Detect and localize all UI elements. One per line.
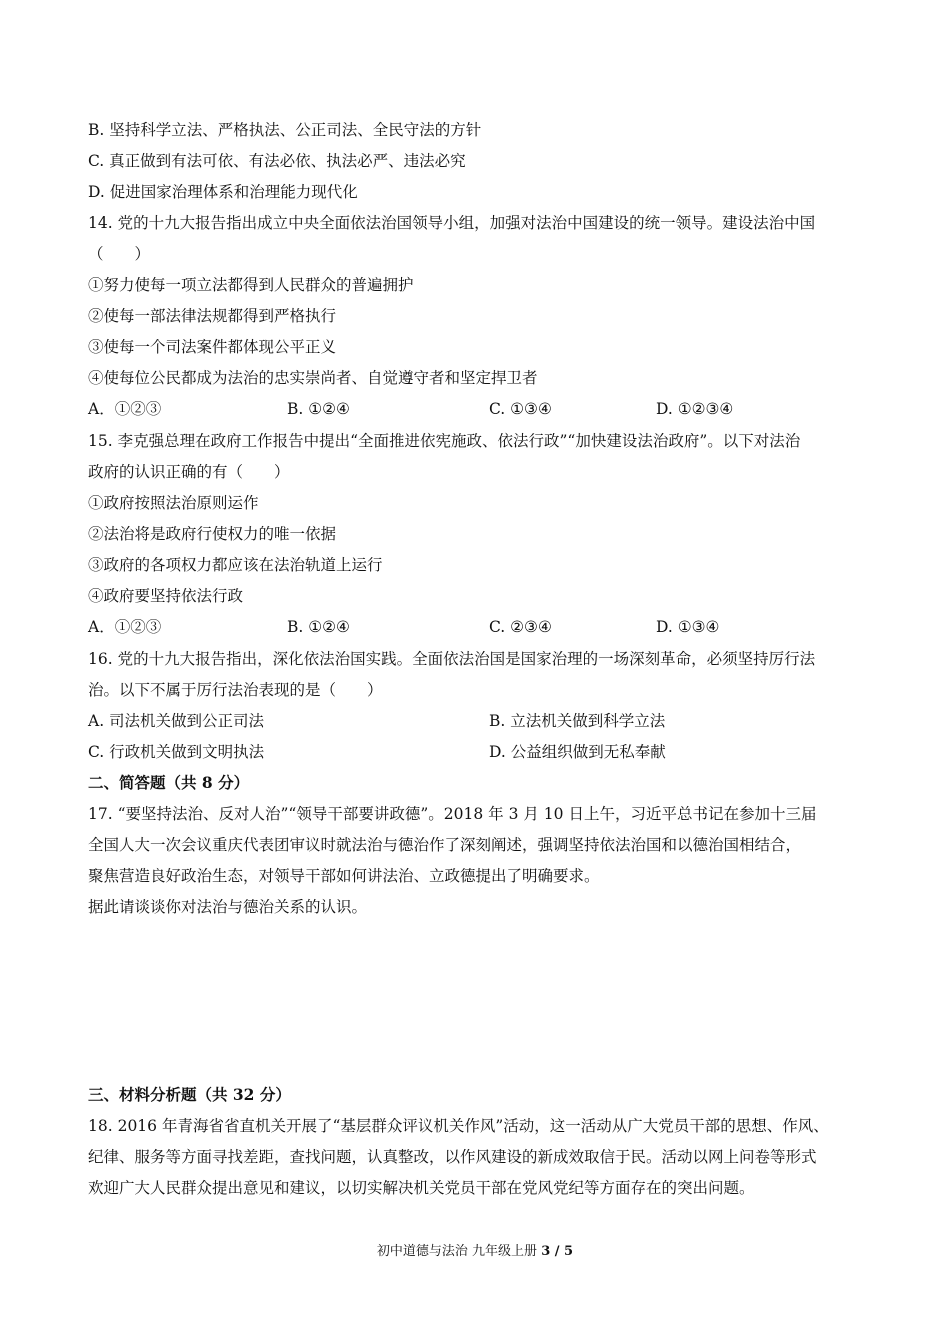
section-3-heading: 三、材料分析题（共 32 分） (88, 1085, 291, 1104)
q17-prompt: 据此请谈谈你对法治与德治关系的认识。 (88, 898, 368, 916)
q17-line-2: 全国人大一次会议重庆代表团审议时就法治与德治作了深刻阐述，强调坚持依法治国和以德治国相结合， (88, 836, 802, 854)
page-number: 3 / 5 (541, 1244, 574, 1259)
q14-stem: 14. 党的十九大报告指出成立中央全面依法治国领导小组，加强对法治中国建设的统一领导。建设法治中国 (88, 214, 816, 232)
q15-option-b: B. ①②④ (287, 618, 350, 636)
page-footer (0, 1243, 950, 1261)
q15-item-4: ④政府要坚持依法行政 (88, 587, 244, 605)
q15-option-c: C. ②③④ (489, 618, 552, 636)
q18-line-1: 18. 2016 年青海省省直机关开展了“基层群众评议机关作风”活动，这一活动从广大党员干部的思想、作风、 (88, 1117, 829, 1135)
q14-item-1: ①努力使每一项立法都得到人民群众的普遍拥护 (88, 276, 414, 294)
q16-stem-line2: 治。以下不属于厉行法治表现的是（ ） (88, 681, 383, 699)
q14-option-c: C. ①③④ (489, 400, 552, 418)
q14-item-2: ②使每一部法律法规都得到严格执行 (88, 307, 337, 325)
q16-option-b: B. 立法机关做到科学立法 (489, 712, 666, 730)
q14-item-3: ③使每一个司法案件都体现公平正义 (88, 338, 337, 356)
section-2-heading: 二、简答题（共 8 分） (88, 773, 250, 792)
q15-item-3: ③政府的各项权力都应该在法治轨道上运行 (88, 556, 383, 574)
q16-option-a: A. 司法机关做到公正司法 (88, 712, 265, 730)
q16-option-d: D. 公益组织做到无私奉献 (489, 743, 666, 761)
q13-option-d: D. 促进国家治理体系和治理能力现代化 (88, 183, 358, 201)
q15-item-2: ②法治将是政府行使权力的唯一依据 (88, 525, 337, 543)
q18-line-3: 欢迎广大人民群众提出意见和建议，以切实解决机关党员干部在党风党纪等方面存在的突出问题。 (88, 1179, 755, 1197)
q16-option-c: C. 行政机关做到文明执法 (88, 743, 265, 761)
q14-answer-paren: （ ） (88, 245, 151, 263)
q15-stem-line2: 政府的认识正确的有（ ） (88, 463, 290, 481)
q17-line-3: 聚焦营造良好政治生态，对领导干部如何讲法治、立政德提出了明确要求。 (88, 867, 600, 885)
q14-item-4: ④使每位公民都成为法治的忠实崇尚者、自觉遵守者和坚定捍卫者 (88, 369, 538, 387)
q15-stem-line1: 15. 李克强总理在政府工作报告中提出“全面推进依宪施政、依法行政”“加快建设法治政府”。以下对法治 (88, 432, 801, 450)
q13-option-c: C. 真正做到有法可依、有法必依、执法必严、违法必究 (88, 152, 466, 170)
q15-option-a: A．①②③ (88, 618, 162, 636)
q14-option-b: B. ①②④ (287, 400, 350, 418)
q18-line-2: 纪律、服务等方面寻找差距，查找问题，认真整改，以作风建设的新成效取信于民。活动以网上问卷等形式 (88, 1148, 817, 1166)
q15-item-1: ①政府按照法治原则运作 (88, 494, 259, 512)
q16-stem-line1: 16. 党的十九大报告指出，深化依法治国实践。全面依法治国是国家治理的一场深刻革命，必须坚持厉行法 (88, 650, 816, 668)
footer-course-label: 初中道德与法治 九年级上册 (376, 1244, 542, 1259)
q14-option-a: A．①②③ (88, 400, 162, 418)
q15-option-d: D. ①③④ (656, 618, 720, 636)
q13-option-b: B. 坚持科学立法、严格执法、公正司法、全民守法的方针 (88, 121, 482, 139)
q17-line-1: 17. “要坚持法治、反对人治”“领导干部要讲政德”。2018 年 3 月 10 日上午，习近平总书记在参加十三届 (88, 805, 817, 823)
q14-option-d: D. ①②③④ (656, 400, 734, 418)
